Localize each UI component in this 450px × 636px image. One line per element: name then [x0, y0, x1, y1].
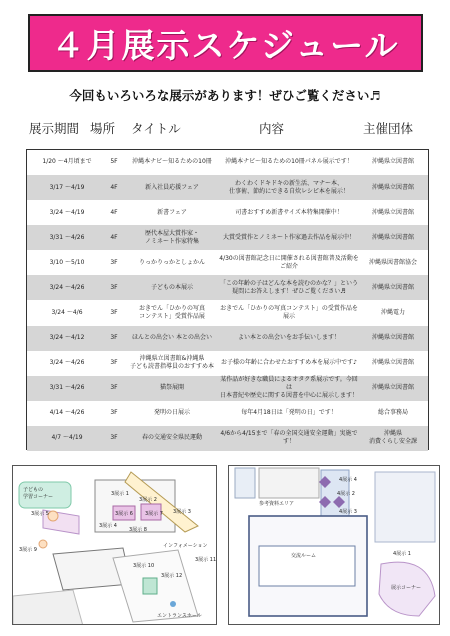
- ref-area-shape: [259, 468, 319, 498]
- org-cell: 沖縄県立図書館: [371, 183, 414, 191]
- floor-map-3f: [12, 465, 217, 625]
- table-row: [27, 200, 428, 225]
- period-cell: 4/7 ～4/19: [51, 434, 83, 442]
- page-title: ４月展示スケジュール: [51, 25, 400, 65]
- period-cell: 1/20 ～4月頃まで: [42, 158, 92, 166]
- content-cell: 毎年4月18日は「発明の日」です！: [241, 409, 337, 417]
- org-cell: 沖縄県立図書館: [371, 283, 414, 291]
- content-cell: 大賞受賞作とノミネート作家過去作品を展示中！: [222, 233, 355, 241]
- column-header-content: 内容: [259, 121, 285, 136]
- floor-cell: 3F: [110, 308, 118, 316]
- reference-area-label: 参考資料エリア: [259, 501, 295, 507]
- content-cell: 司書おすすめ新書サイズ本特集開催中！: [235, 208, 343, 216]
- org-cell: 沖縄県立図書館: [371, 208, 414, 216]
- title-cell: 春の交通安全県民運動: [141, 434, 202, 442]
- exchange-room-label: 交流ルーム: [291, 553, 317, 559]
- column-headers: [0, 119, 450, 139]
- floor-cell: 4F: [110, 233, 118, 241]
- period-cell: 3/10 ～5/10: [49, 258, 85, 266]
- title-cell: 発明の日展示: [153, 409, 190, 417]
- table-row: [27, 326, 428, 351]
- table-row: [27, 175, 428, 200]
- period-cell: 3/24 ～4/12: [49, 334, 85, 342]
- table-row: [27, 225, 428, 250]
- org-cell: 沖縄県立図書館: [371, 158, 414, 166]
- entrance-hall-label: エントランスホール: [157, 613, 202, 619]
- title-cell: 猫祭展開: [159, 384, 184, 392]
- exhibit-label-2: 3展示 2: [139, 497, 157, 503]
- content-cell: 「この年齢の子はどんな本を読むのかな？」という 疑問にお答えします！ぜひご覧ください♬: [219, 279, 358, 295]
- lower-left-block: [13, 590, 83, 625]
- exhibit-label-8: 3展示 8: [129, 527, 147, 533]
- exhibit-label-11: 3展示 11: [195, 557, 217, 563]
- table-row: [27, 401, 428, 426]
- org-cell: 沖縄県立図書館: [371, 359, 414, 367]
- exhibit-label-1: 3展示 1: [111, 491, 129, 497]
- table-row: [27, 301, 428, 326]
- exhibit-label-5: 3展示 5: [31, 511, 49, 517]
- org-cell: 沖縄県立図書館: [371, 334, 414, 342]
- table-circle-1: [48, 511, 58, 521]
- content-cell: 4/6から4/15まで「春の全国交通安全運動」実施です！: [220, 430, 358, 446]
- title-cell: りっかりっかとしょかん: [138, 258, 205, 266]
- information-label: インフォメーション: [163, 543, 208, 549]
- period-cell: 3/31 ～4/26: [49, 384, 85, 392]
- column-header-floor: 場所: [90, 121, 116, 136]
- period-cell: 3/24 ～4/26: [49, 359, 85, 367]
- exhibit-label-4f-1: 4展示 1: [393, 551, 411, 557]
- content-cell: おきでん「ひかりの写真コンテスト」の受賞作品を展示: [220, 304, 358, 321]
- org-cell: 沖縄県 消費くらし安全課: [368, 430, 417, 446]
- floor-map-4f: [228, 465, 440, 625]
- period-cell: 3/24 ～4/6: [51, 308, 83, 316]
- title-cell: 歴代本屋大賞作家・ ノミネート作家特集: [144, 229, 199, 245]
- period-cell: 3/31 ～4/26: [49, 233, 85, 241]
- exhibit-12-shape: [143, 578, 157, 594]
- title-cell: 新入社員応援フェア: [145, 183, 199, 191]
- content-cell: 某作品が好きな職員によるオタク系展示です。今回は 日本書紀や歴史に関する図書を中心に展示します！: [219, 376, 358, 400]
- content-cell: お子様の年齢に合わせたおすすめ本を展示中です♪: [221, 359, 357, 367]
- page-subtitle: 今回もいろいろな展示があります！ぜひご覧ください♬: [69, 88, 381, 103]
- exhibit-label-12: 3展示 12: [161, 573, 183, 579]
- org-cell: 沖縄電力: [380, 308, 405, 316]
- table-circle-2: [39, 540, 47, 548]
- content-cell: 4/30の図書館記念日に開催される図書館普及活動をご紹介: [219, 254, 359, 270]
- exhibit-label-7: 3展示 7: [145, 511, 163, 517]
- exhibit-label-3: 3展示 3: [173, 509, 191, 515]
- table-row: [27, 250, 428, 275]
- content-cell: わくわくドキドキの新生活、マナー本、 仕事術、節約にできる自炊レシピ本を展示！: [229, 179, 349, 195]
- floor-cell: 3F: [110, 409, 118, 417]
- table-row: [27, 275, 428, 300]
- column-header-period: 展示期間: [29, 121, 80, 136]
- floor-cell: 3F: [110, 359, 118, 367]
- floor-cell: 3F: [110, 434, 118, 442]
- org-cell: 総合事務局: [377, 409, 408, 417]
- kids-corner-label: 子どもの 学習コーナー: [23, 487, 54, 500]
- org-cell: 沖縄県立図書館: [371, 384, 414, 392]
- column-header-org: 主催団体: [363, 121, 414, 136]
- floor-cell: 4F: [110, 208, 118, 216]
- title-cell: 沖縄本ナビ～知るための10冊: [132, 158, 212, 166]
- exhibit-label-4f-3: 4展示 3: [339, 509, 357, 515]
- floor-cell: 3F: [110, 258, 118, 266]
- exhibit-label-6: 3展示 6: [115, 511, 133, 517]
- exhibit-label-4f-4: 4展示 4: [339, 477, 357, 483]
- period-cell: 4/14 ～4/26: [49, 409, 85, 417]
- schedule-table: [26, 149, 429, 450]
- exhibit-label-9: 3展示 9: [19, 547, 37, 553]
- title-cell: 沖縄県立図書館&沖縄県 子ども読書指導員のおすすめ本: [129, 355, 215, 371]
- title-banner: [28, 14, 423, 72]
- exhibit-label-4f-2: 4展示 2: [337, 491, 355, 497]
- floor-map-4f-drawing: [229, 466, 440, 625]
- content-cell: よい本との出会いをお手伝いします！: [237, 334, 340, 342]
- exhibit-corner-label: 展示コーナー: [391, 585, 422, 591]
- floor-cell: 3F: [110, 283, 118, 291]
- exhibit-label-4: 3展示 4: [99, 523, 117, 529]
- org-cell: 沖縄県図書館協会: [368, 258, 417, 266]
- floor-cell: 4F: [110, 183, 118, 191]
- stack-area-shape: [375, 472, 435, 542]
- org-cell: 沖縄県立図書館: [371, 233, 414, 241]
- table-row: [27, 426, 428, 451]
- floor-cell: 5F: [110, 158, 118, 166]
- exhibit-label-10: 3展示 10: [133, 563, 155, 569]
- info-marker: [170, 601, 176, 607]
- column-header-title: タイトル: [131, 121, 181, 136]
- floor-cell: 3F: [110, 384, 118, 392]
- title-cell: 子どもの本展示: [150, 283, 193, 291]
- period-cell: 3/24 ～4/19: [49, 208, 85, 216]
- table-row: [27, 376, 428, 401]
- title-cell: おきでん「ひかりの写真 コンテスト」受賞作品展: [138, 304, 205, 321]
- table-row: [27, 150, 428, 175]
- floor-cell: 3F: [110, 334, 118, 342]
- period-cell: 3/17 ～4/19: [49, 183, 85, 191]
- content-cell: 沖縄本ナビ～知るための10冊パネル展示です！: [225, 158, 353, 166]
- table-row: [27, 351, 428, 376]
- title-cell: ほんとの出会い 本との出会い: [132, 334, 212, 342]
- corner-block: [235, 468, 255, 498]
- period-cell: 3/24 ～4/26: [49, 283, 85, 291]
- title-cell: 新書フェア: [157, 208, 187, 216]
